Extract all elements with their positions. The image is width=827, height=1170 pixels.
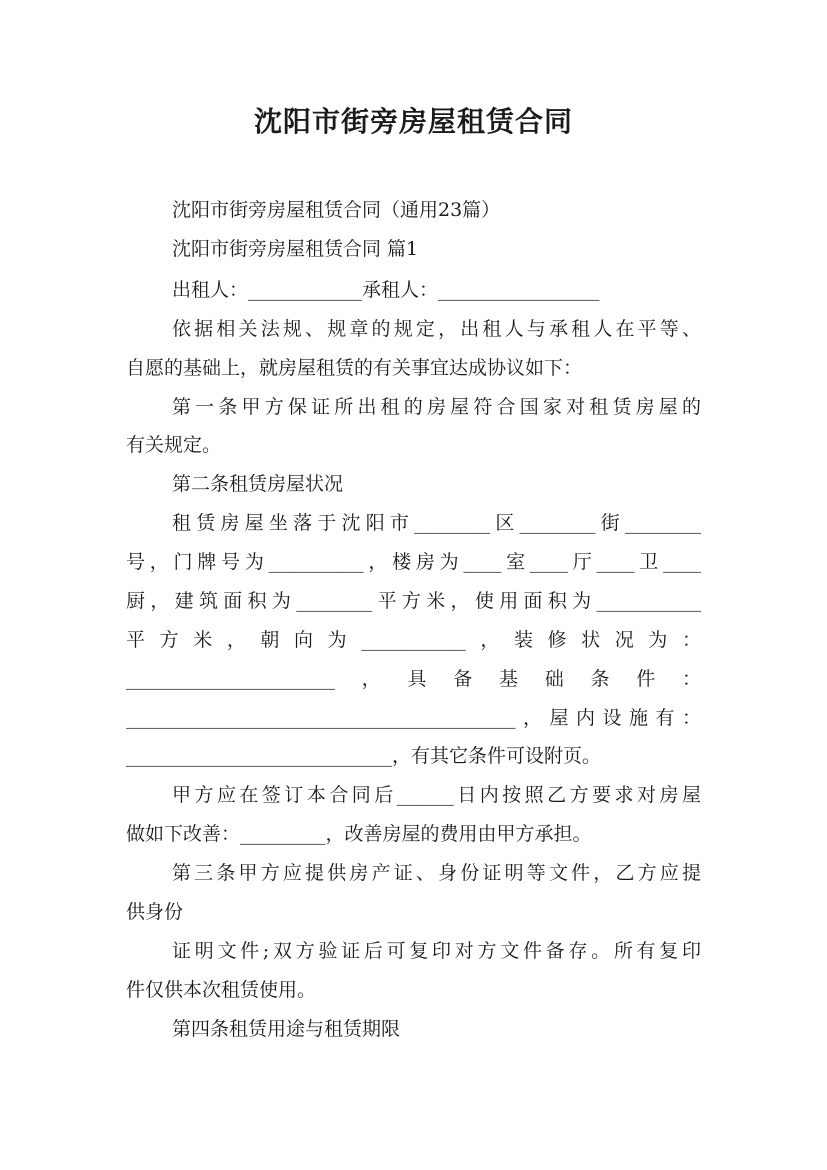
paragraph-line: 厨，建筑面积为________平方米，使用面积为___________ — [126, 590, 701, 612]
paragraph-line: 供身份 — [126, 901, 184, 923]
paragraph-line: 自愿的基础上，就房屋租赁的有关事宜达成协议如下： — [126, 357, 583, 379]
paragraph-line: _________________________________________，屋内设施有： — [126, 707, 701, 729]
paragraph-line: 号，门牌号为__________，楼房为____室____厅____卫____ — [126, 551, 701, 573]
paragraph-line: ____________________________，有其它条件可设附页。 — [126, 745, 602, 767]
paragraph-line: 甲方应在签订本合同后______日内按照乙方要求对房屋 — [172, 784, 701, 806]
paragraph-line: 做如下改善：_________，改善房屋的费用由甲方承担。 — [126, 823, 592, 845]
parties-line: 出租人：____________承租人：_________________ — [172, 279, 600, 301]
paragraph-line: 第一条甲方保证所出租的房屋符合国家对租赁房屋的 — [172, 396, 701, 418]
paragraph-line: 证明文件;双方验证后可复印对方文件备存。所有复印 — [172, 940, 701, 962]
paragraph-line: 租赁房屋坐落于沈阳市________区________街________ — [172, 512, 701, 534]
clause-heading: 第四条租赁用途与租赁期限 — [172, 1018, 401, 1040]
paragraph-line: 有关规定。 — [126, 434, 222, 456]
paragraph-line: 件仅供本次租赁使用。 — [126, 979, 317, 1001]
subtitle-line: 沈阳市街旁房屋租赁合同（通用23篇） — [172, 199, 501, 221]
paragraph-line: 依据相关法规、规章的规定，出租人与承租人在平等、 — [172, 318, 701, 340]
document-title: 沈阳市街旁房屋租赁合同 — [253, 105, 573, 138]
paragraph-line: ______________________，具备基础条件： — [126, 668, 701, 690]
clause-heading: 第二条租赁房屋状况 — [172, 473, 344, 495]
paragraph-line: 第三条甲方应提供房产证、身份证明等文件，乙方应提 — [172, 862, 701, 884]
section-heading: 沈阳市街旁房屋租赁合同 篇1 — [172, 238, 419, 260]
paragraph-line: 平方米，朝向为___________，装修状况为： — [126, 629, 701, 651]
